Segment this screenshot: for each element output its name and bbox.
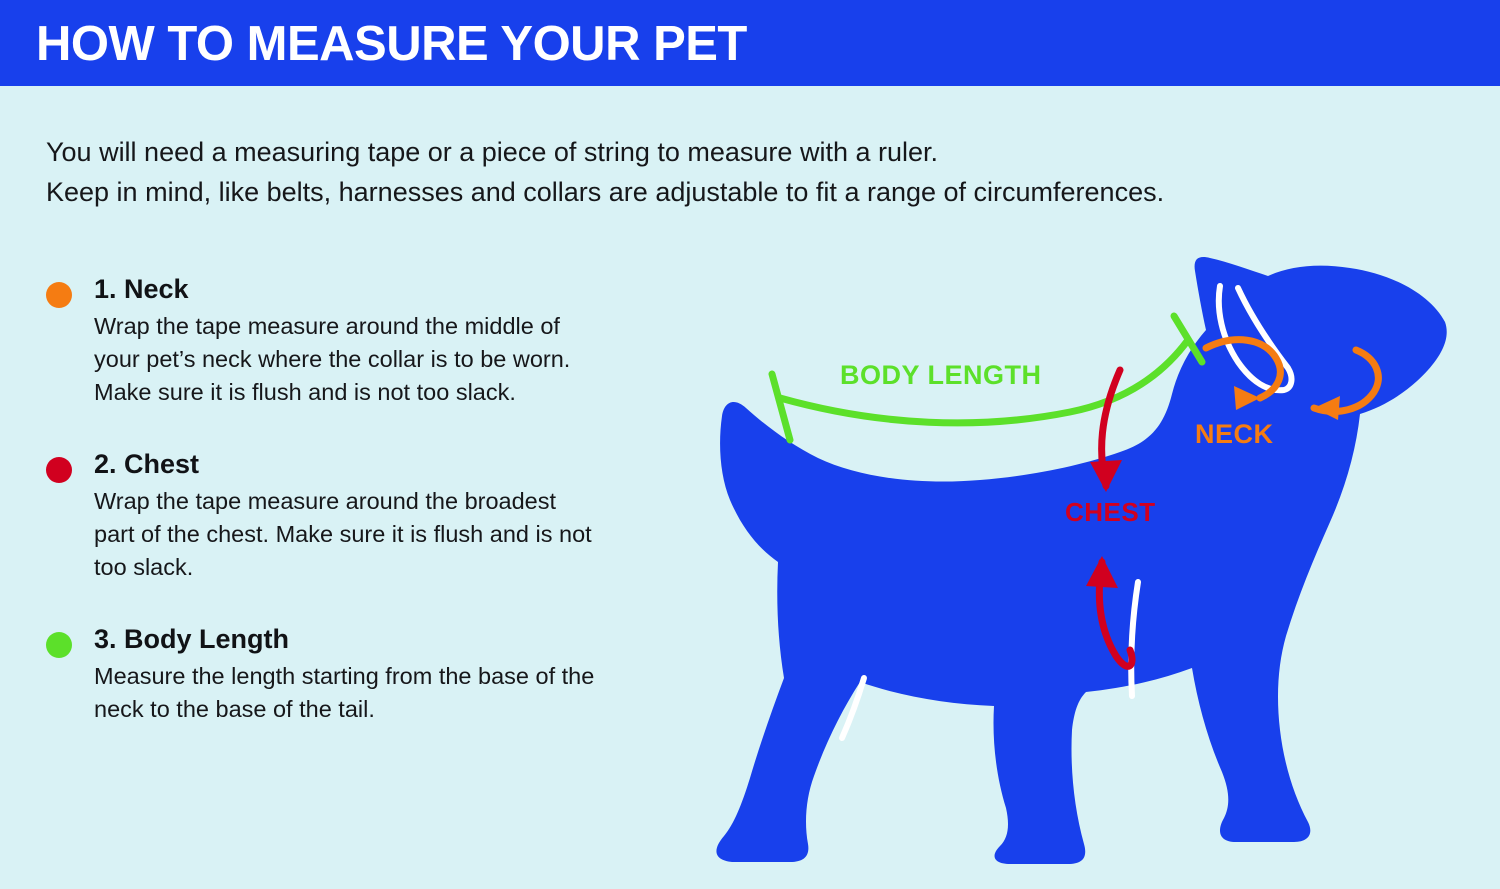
step-body-length — [46, 622, 666, 726]
step-body-chest — [94, 485, 666, 584]
step-title-body-length: 3. Body Length — [94, 624, 289, 654]
step-chest-line-1: Wrap the tape measure around the broadest — [94, 488, 557, 514]
dog-illustration-svg — [650, 230, 1480, 870]
step-body-length-line-1: Measure the length starting from the base of the — [94, 663, 595, 689]
step-title-neck: 1. Neck — [94, 274, 189, 304]
label-body-length: BODY LENGTH — [840, 360, 1042, 390]
step-title-chest: 2. Chest — [94, 449, 200, 479]
intro-line-1: You will need a measuring tape or a piece of string to measure with a ruler. — [46, 137, 939, 167]
step-neck-line-1: Wrap the tape measure around the middle of — [94, 313, 560, 339]
steps-list — [46, 272, 666, 764]
step-body-neck — [94, 310, 666, 409]
step-chest-line-3: too slack. — [94, 554, 194, 580]
bullet-dot-icon-neck — [46, 282, 72, 308]
step-chest — [46, 447, 666, 584]
bullet-dot-icon-body-length — [46, 632, 72, 658]
step-neck-line-3: Make sure it is flush and is not too slack. — [94, 379, 516, 405]
label-neck: NECK — [1195, 419, 1274, 449]
dog-body-path — [716, 257, 1446, 864]
page-title: HOW TO MEASURE YOUR PET — [36, 17, 747, 71]
step-neck — [46, 272, 666, 409]
label-chest: CHEST — [1065, 497, 1156, 527]
step-chest-line-2: part of the chest. Make sure it is flush and is not — [94, 521, 592, 547]
dog-diagram — [650, 230, 1480, 870]
step-neck-line-2: your pet’s neck where the collar is to be worn. — [94, 346, 571, 372]
bullet-dot-icon-chest — [46, 457, 72, 483]
dog-silhouette-icon — [716, 257, 1446, 864]
step-body-length-line-2: neck to the base of the tail. — [94, 696, 375, 722]
step-body-body-length — [94, 660, 666, 726]
intro-line-2: Keep in mind, like belts, harnesses and collars are adjustable to fit a range of circumferences. — [46, 177, 1165, 207]
body-length-end-tick-left — [772, 374, 790, 440]
intro-paragraph — [46, 132, 1376, 212]
